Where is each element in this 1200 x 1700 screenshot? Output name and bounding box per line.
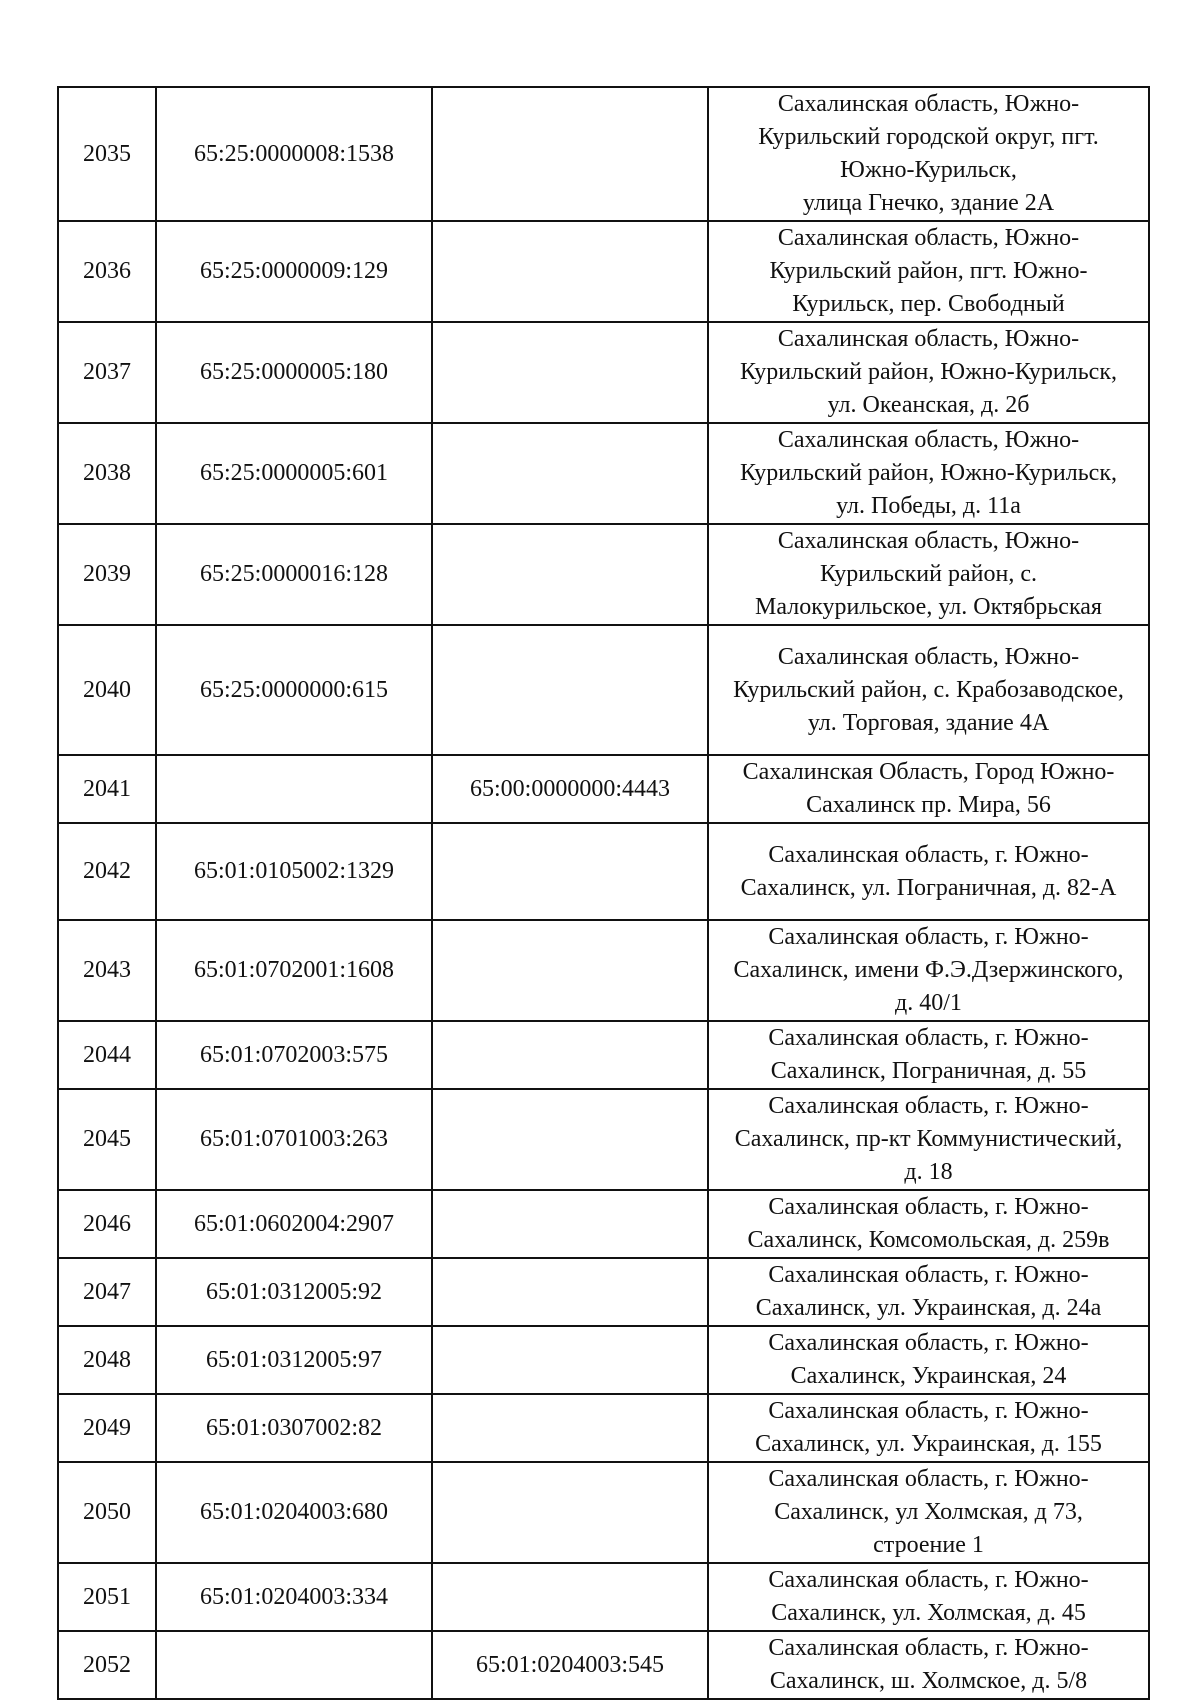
row-number: 2045 (58, 1089, 156, 1190)
address-line: Сахалинск пр. Мира, 56 (806, 792, 1051, 818)
address-line: Сахалинская область, г. Южно- (768, 1262, 1089, 1288)
table-row (58, 1089, 1149, 1190)
cadastral-number: 65:25:0000000:615 (156, 625, 432, 755)
cadastral-number: 65:25:0000009:129 (156, 221, 432, 322)
table-row (58, 524, 1149, 625)
address-line: Сахалинская область, г. Южно- (768, 1567, 1089, 1593)
cadastral-number: 65:01:0602004:2907 (156, 1190, 432, 1258)
cadastral-number: 65:01:0312005:97 (156, 1326, 432, 1394)
cadastral-number-alt (432, 920, 708, 1021)
address-line: Сахалинская область, Южно- (777, 427, 1080, 453)
row-number: 2048 (58, 1326, 156, 1394)
cadastral-number: 65:25:0000005:601 (156, 423, 432, 524)
row-number: 2046 (58, 1190, 156, 1258)
row-number: 2043 (58, 920, 156, 1021)
table-row (58, 1462, 1149, 1563)
address-cell (708, 823, 1149, 920)
cadastral-number-alt (432, 1021, 708, 1089)
address-line: ул. Победы, д. 11а (836, 493, 1021, 519)
table-row (58, 87, 1149, 221)
table-row (58, 322, 1149, 423)
address-line: Курильск, пер. Свободный (792, 291, 1065, 317)
address-line: Сахалинск, ул. Украинская, д. 155 (755, 1431, 1102, 1457)
address-cell (708, 1089, 1149, 1190)
table-row (58, 1258, 1149, 1326)
table-row (58, 755, 1149, 823)
address-line: Сахалинская область, Южно- (777, 225, 1080, 251)
address-line: Сахалинск, ул. Украинская, д. 24а (755, 1295, 1102, 1321)
address-line: Сахалинск, ул. Холмская, д. 45 (771, 1600, 1086, 1626)
cadastral-number: 65:01:0702001:1608 (156, 920, 432, 1021)
address-cell (708, 755, 1149, 823)
cadastral-number: 65:01:0702003:575 (156, 1021, 432, 1089)
cadastral-number: 65:01:0312005:92 (156, 1258, 432, 1326)
address-line: Курильский район, с. Крабозаводское, (733, 676, 1124, 703)
address-line: Сахалинская область, Южно- (777, 643, 1080, 670)
address-line: Южно-Курильск, (840, 157, 1017, 183)
address-cell (708, 524, 1149, 625)
address-line: д. 40/1 (895, 990, 962, 1016)
address-cell (708, 221, 1149, 322)
address-line: Сахалинск, пр-кт Коммунистический, (734, 1126, 1123, 1152)
address-line: Курильский район, пгт. Южно- (769, 258, 1088, 284)
address-line: Малокурильское, ул. Октябрьская (755, 594, 1102, 620)
cadastral-number-alt (432, 423, 708, 524)
table-row (58, 1021, 1149, 1089)
property-table (57, 86, 1150, 1700)
cadastral-number-alt (432, 1462, 708, 1563)
address-cell (708, 1563, 1149, 1631)
address-line: Сахалинск, Пограничная, д. 55 (770, 1058, 1087, 1084)
address-line: Сахалинск, Комсомольская, д. 259в (747, 1227, 1110, 1253)
table-row (58, 625, 1149, 755)
address-line: Сахалинск, имени Ф.Э.Дзержинского, (733, 957, 1124, 983)
cadastral-number: 65:01:0701003:263 (156, 1089, 432, 1190)
table-row (58, 823, 1149, 920)
cadastral-number-alt (432, 524, 708, 625)
row-number: 2037 (58, 322, 156, 423)
row-number: 2050 (58, 1462, 156, 1563)
address-line: Сахалинская Область, Город Южно- (742, 759, 1115, 785)
cadastral-number-alt: 65:01:0204003:545 (432, 1631, 708, 1699)
address-line: Сахалинская область, Южно- (777, 91, 1080, 117)
address-line: Курильский район, с. (820, 561, 1037, 587)
cadastral-number-alt (432, 1394, 708, 1462)
table-row (58, 920, 1149, 1021)
cadastral-number: 65:25:0000008:1538 (156, 87, 432, 221)
address-line: Сахалинск, ш. Холмское, д. 5/8 (769, 1668, 1088, 1694)
address-line: Сахалинск, Украинская, 24 (790, 1363, 1067, 1389)
row-number: 2042 (58, 823, 156, 920)
address-line: Сахалинская область, г. Южно- (768, 841, 1089, 868)
cadastral-number: 65:01:0105002:1329 (156, 823, 432, 920)
address-line: улица Гнечко, здание 2А (802, 190, 1055, 216)
row-number: 2051 (58, 1563, 156, 1631)
cadastral-number-alt (432, 1326, 708, 1394)
cadastral-number-alt (432, 87, 708, 221)
address-line: Сахалинская область, г. Южно- (768, 1398, 1089, 1424)
row-number: 2040 (58, 625, 156, 755)
table-body (58, 87, 1149, 1699)
address-line: ул. Океанская, д. 2б (827, 392, 1030, 418)
address-line: Сахалинская область, г. Южно- (768, 1025, 1089, 1051)
row-number: 2052 (58, 1631, 156, 1699)
cadastral-number: 65:01:0204003:334 (156, 1563, 432, 1631)
cadastral-number (156, 1631, 432, 1699)
address-line: Сахалинская область, г. Южно- (768, 1466, 1089, 1492)
address-line: Курильский район, Южно-Курильск, (740, 460, 1117, 486)
table-row (58, 1563, 1149, 1631)
address-line: строение 1 (873, 1532, 984, 1558)
address-line: Сахалинская область, г. Южно- (768, 924, 1089, 950)
row-number: 2038 (58, 423, 156, 524)
address-line: Сахалинск, ул Холмская, д 73, (774, 1499, 1083, 1525)
address-line: Сахалинская область, г. Южно- (768, 1635, 1089, 1661)
cadastral-number-alt (432, 1190, 708, 1258)
row-number: 2047 (58, 1258, 156, 1326)
table-row (58, 221, 1149, 322)
row-number: 2036 (58, 221, 156, 322)
address-line: ул. Торговая, здание 4А (807, 709, 1050, 736)
address-cell (708, 1326, 1149, 1394)
row-number: 2039 (58, 524, 156, 625)
address-cell (708, 423, 1149, 524)
cadastral-number-alt: 65:00:0000000:4443 (432, 755, 708, 823)
address-line: Курильский район, Южно-Курильск, (740, 359, 1117, 385)
table-row (58, 1631, 1149, 1699)
address-line: Сахалинская область, г. Южно- (768, 1194, 1089, 1220)
row-number: 2049 (58, 1394, 156, 1462)
address-cell (708, 322, 1149, 423)
address-line: Сахалинская область, Южно- (777, 326, 1080, 352)
cadastral-number: 65:01:0307002:82 (156, 1394, 432, 1462)
cadastral-number-alt (432, 1258, 708, 1326)
cadastral-number-alt (432, 823, 708, 920)
address-line: Сахалинская область, г. Южно- (768, 1093, 1089, 1119)
address-cell (708, 87, 1149, 221)
table-row (58, 1326, 1149, 1394)
address-cell (708, 1462, 1149, 1563)
address-cell (708, 1021, 1149, 1089)
cadastral-number-alt (432, 1563, 708, 1631)
cadastral-number-alt (432, 625, 708, 755)
cadastral-number-alt (432, 221, 708, 322)
table-row (58, 423, 1149, 524)
cadastral-number: 65:01:0204003:680 (156, 1462, 432, 1563)
address-cell (708, 1190, 1149, 1258)
address-cell (708, 920, 1149, 1021)
cadastral-number-alt (432, 322, 708, 423)
row-number: 2041 (58, 755, 156, 823)
address-cell (708, 1258, 1149, 1326)
cadastral-number (156, 755, 432, 823)
cadastral-number: 65:25:0000016:128 (156, 524, 432, 625)
address-line: д. 18 (904, 1159, 953, 1185)
table-row (58, 1190, 1149, 1258)
address-line: Сахалинская область, Южно- (777, 528, 1080, 554)
address-line: Курильский городской округ, пгт. (758, 124, 1099, 150)
address-line: Сахалинская область, г. Южно- (768, 1330, 1089, 1356)
cadastral-number: 65:25:0000005:180 (156, 322, 432, 423)
table-row (58, 1394, 1149, 1462)
address-cell (708, 625, 1149, 755)
address-line: Сахалинск, ул. Пограничная, д. 82-А (740, 874, 1117, 901)
row-number: 2035 (58, 87, 156, 221)
row-number: 2044 (58, 1021, 156, 1089)
cadastral-number-alt (432, 1089, 708, 1190)
address-cell (708, 1631, 1149, 1699)
address-cell (708, 1394, 1149, 1462)
